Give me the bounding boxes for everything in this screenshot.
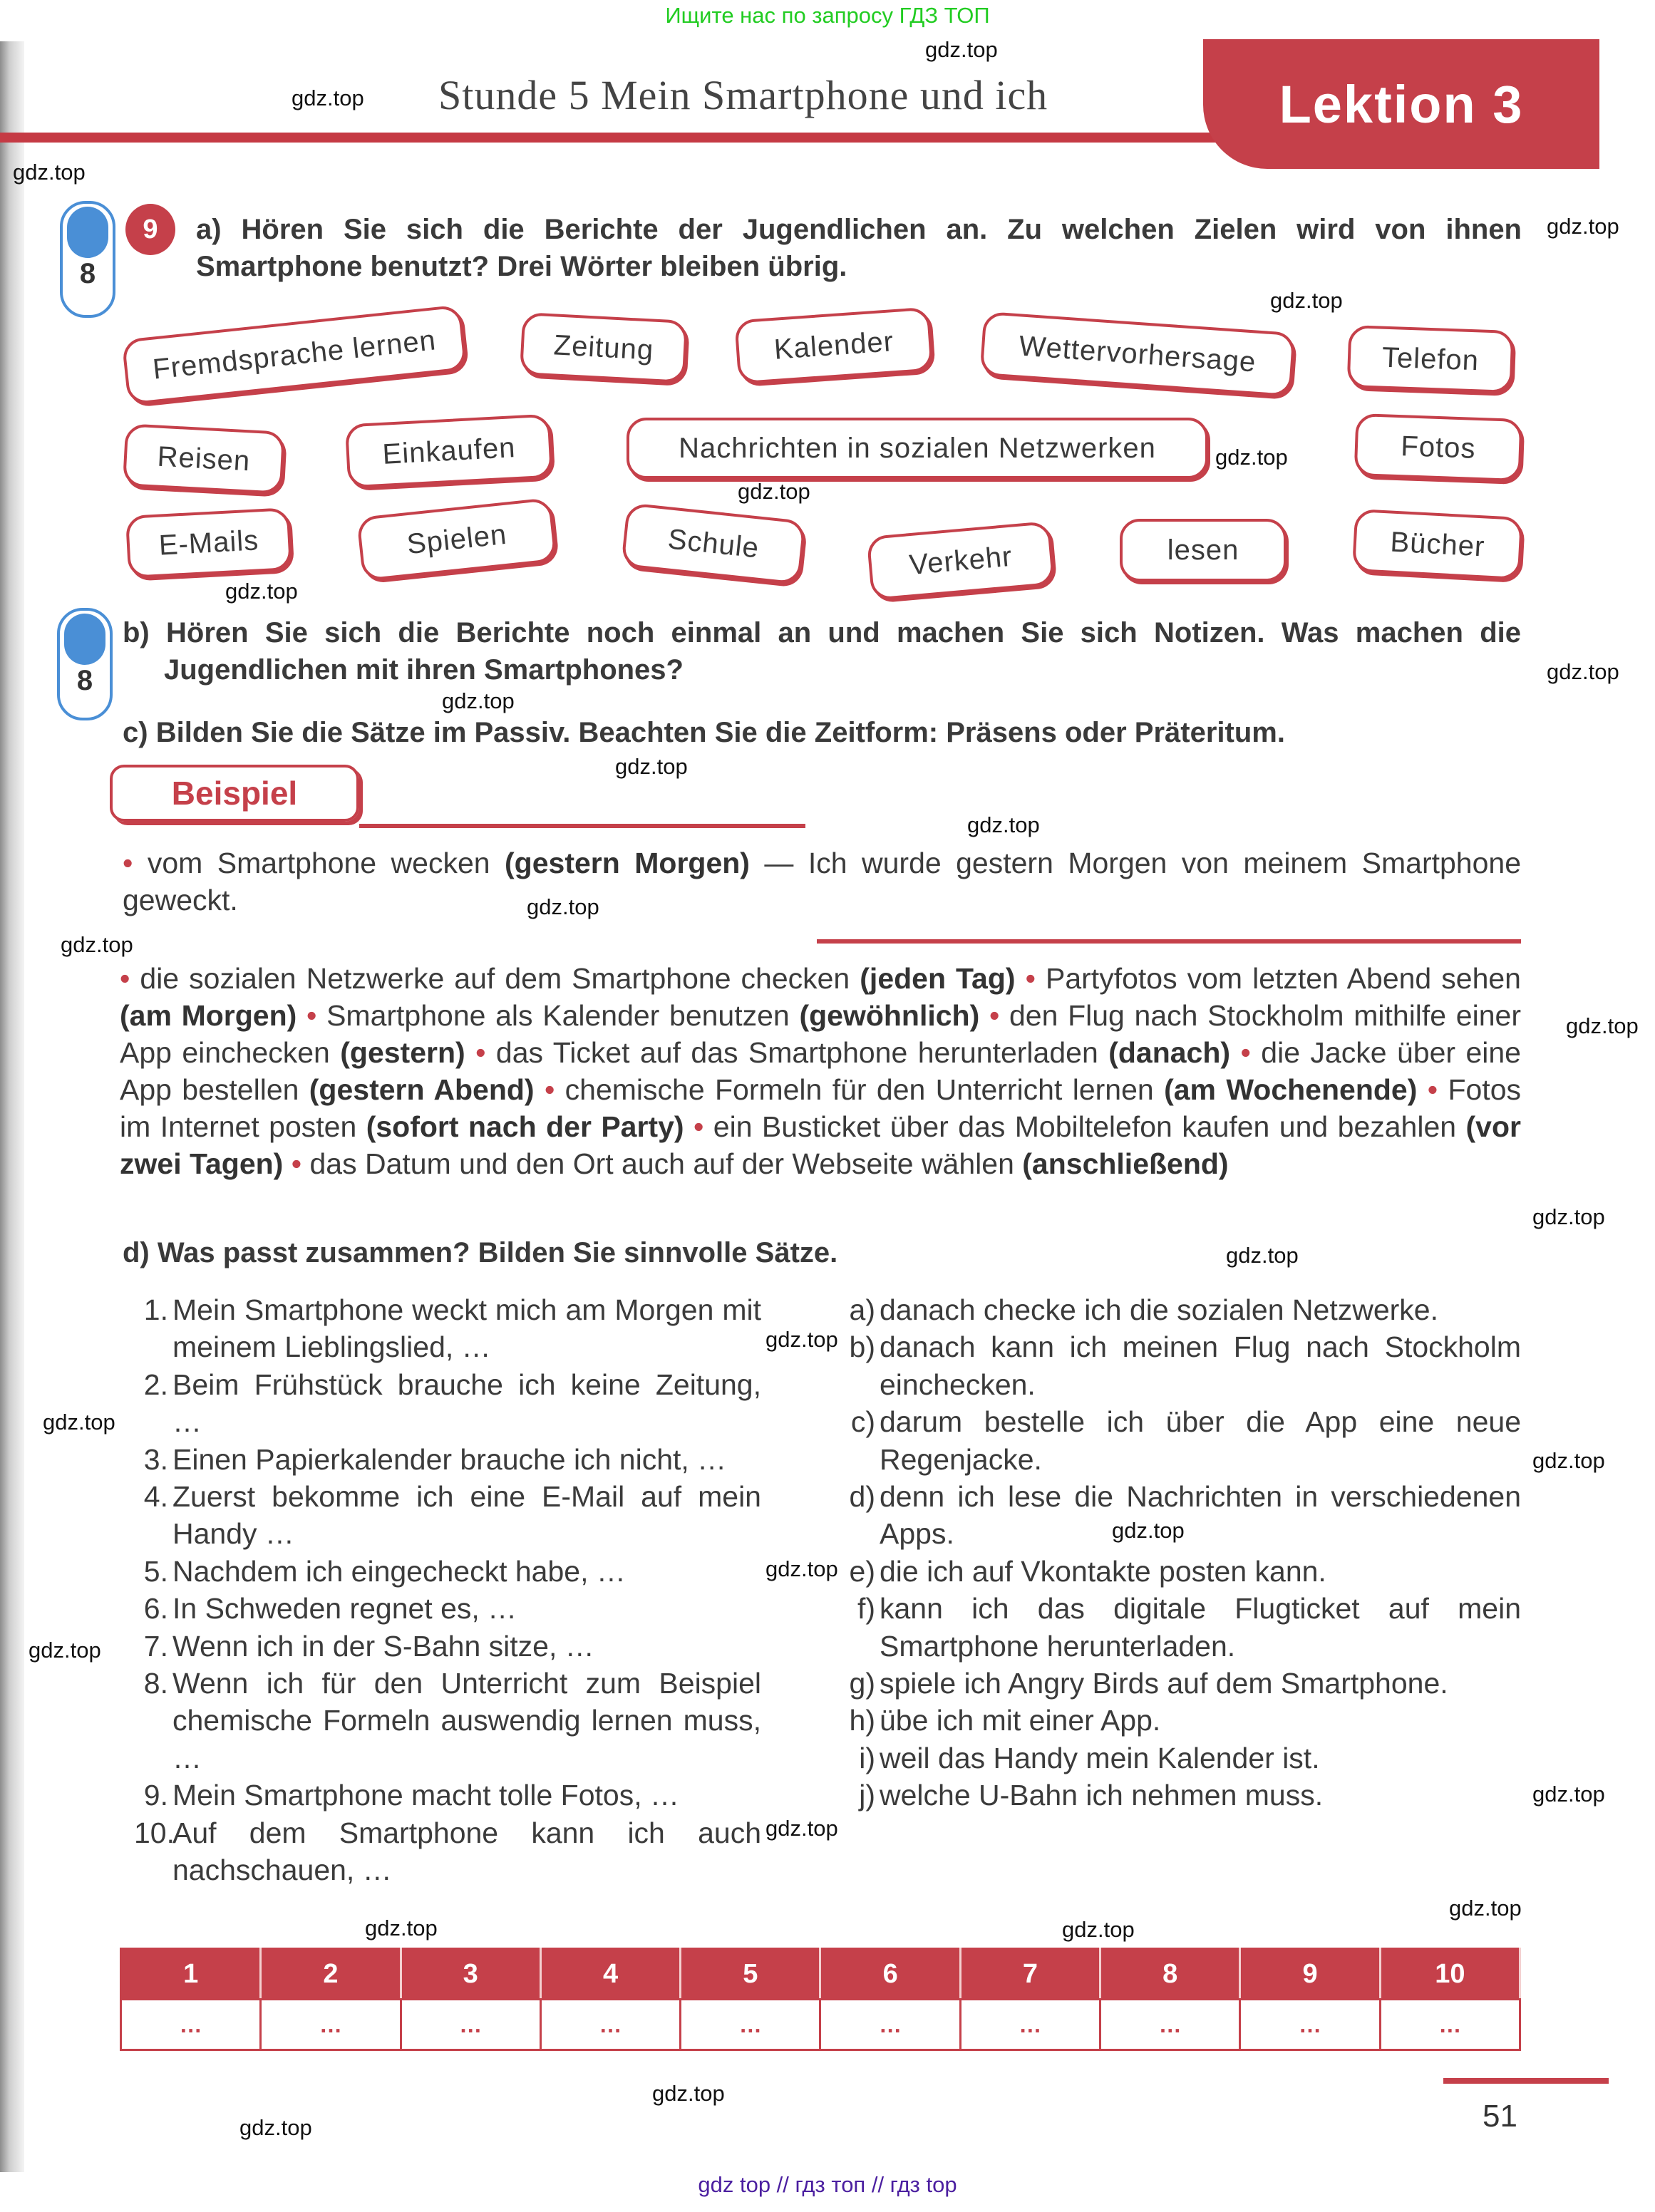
task-a-label: a) bbox=[196, 214, 222, 245]
time-phrase: (gestern Morgen) bbox=[505, 847, 750, 879]
answer-column-number: 3 bbox=[401, 1949, 540, 2000]
watermark: gdz.top bbox=[292, 86, 364, 110]
bullet: • bbox=[123, 847, 133, 879]
item-number: d) bbox=[849, 1480, 875, 1514]
sentence-beginning-item bbox=[134, 1553, 761, 1590]
exercise-number: 9 bbox=[125, 204, 175, 255]
task-d bbox=[123, 1234, 1192, 1271]
item-number: 7. bbox=[143, 1629, 168, 1663]
sentence-ending-item bbox=[841, 1403, 1521, 1478]
sentence-beginning-item bbox=[134, 1441, 761, 1478]
bullet: • bbox=[306, 999, 327, 1032]
item-number: j) bbox=[859, 1779, 875, 1812]
audio-cd-icon bbox=[57, 608, 113, 720]
watermark: gdz.top bbox=[765, 1556, 838, 1581]
item-text: spiele ich Angry Birds auf dem Smartphone. bbox=[880, 1667, 1448, 1700]
watermark: gdz.top bbox=[1215, 445, 1288, 470]
word-pill: Nachrichten in sozialen Netzwerken bbox=[627, 418, 1208, 479]
time-phrase: (anschließend) bbox=[1022, 1147, 1229, 1180]
watermark: gdz.top bbox=[1449, 1896, 1522, 1921]
sentence-beginning-item bbox=[134, 1366, 761, 1441]
watermark: gdz.top bbox=[527, 894, 599, 919]
item-text: Auf dem Smartphone kann ich auch nachschauen, … bbox=[172, 1816, 761, 1887]
bullet: • bbox=[120, 962, 140, 995]
watermark: gdz.top bbox=[1226, 1243, 1299, 1268]
item-number: 5. bbox=[143, 1554, 168, 1588]
example-text: — Ich wurde gestern Morgen von meinem Smartphone geweckt. bbox=[123, 847, 1521, 916]
item-text: darum bestelle ich über die App eine neue Regenjacke. bbox=[880, 1405, 1521, 1476]
sentence-prompt: die sozialen Netzwerke auf dem Smartphone checken bbox=[140, 962, 860, 995]
answer-cell: … bbox=[1240, 2000, 1380, 2050]
word-pill: Einkaufen bbox=[345, 414, 553, 489]
item-text: danach checke ich die sozialen Netzwerke. bbox=[880, 1293, 1438, 1326]
time-phrase: (vor zwei Tagen) bbox=[120, 1110, 1521, 1180]
task-a-text: Hören Sie sich die Berichte der Jugendlichen an. Zu welchen Zielen wird von ihnen Smartphone benutzt? Drei Wörter bleiben übrig. bbox=[196, 214, 1522, 282]
sentence-beginning-item bbox=[134, 1590, 761, 1627]
word-pill: E-Mails bbox=[125, 507, 292, 579]
section-divider bbox=[817, 939, 1521, 944]
watermark: gdz.top bbox=[1566, 1013, 1639, 1038]
sentence-prompts bbox=[120, 960, 1521, 1182]
answer-cell: … bbox=[1380, 2000, 1520, 2050]
page-spine-shadow bbox=[0, 41, 24, 2172]
item-text: In Schweden regnet es, … bbox=[172, 1592, 517, 1626]
answer-column-number: 4 bbox=[540, 1949, 680, 2000]
item-number: c) bbox=[850, 1405, 875, 1439]
item-text: kann ich das digitale Flugticket auf mein Smartphone herunterladen. bbox=[880, 1592, 1521, 1663]
sentence-ending-item bbox=[841, 1553, 1521, 1590]
word-pill: Bücher bbox=[1352, 509, 1523, 580]
sentence-beginning-item bbox=[134, 1777, 761, 1814]
sentence-prompt: die Jacke über eine App bestellen bbox=[120, 1036, 1521, 1106]
watermark: gdz.top bbox=[1062, 1917, 1135, 1942]
task-c-label: c) bbox=[123, 717, 148, 748]
sentence-prompt: das Datum und den Ort auch auf der Webseite wählen bbox=[309, 1147, 1023, 1180]
sentence-endings bbox=[841, 1291, 1521, 1814]
time-phrase: (gestern) bbox=[340, 1036, 465, 1069]
sentence-prompt: das Ticket auf das Smartphone herunterladen bbox=[495, 1036, 1109, 1069]
task-b bbox=[123, 614, 1521, 688]
item-text: Wenn ich für den Unterricht zum Beispiel chemische Formeln auswendig lernen muss, … bbox=[172, 1667, 761, 1774]
word-pill: Fremdsprache lernen bbox=[122, 304, 468, 405]
example-text: vom Smartphone wecken bbox=[147, 847, 505, 879]
time-phrase: (gewöhnlich) bbox=[799, 999, 980, 1032]
watermark: gdz.top bbox=[1532, 1204, 1605, 1229]
bullet: • bbox=[544, 1073, 565, 1106]
item-number: e) bbox=[849, 1554, 875, 1588]
answer-cell: … bbox=[261, 2000, 401, 2050]
watermark: gdz.top bbox=[1547, 214, 1619, 239]
answer-cell: … bbox=[1100, 2000, 1240, 2050]
sentence-beginnings bbox=[134, 1291, 761, 1889]
task-a bbox=[196, 211, 1522, 285]
answer-column-number: 8 bbox=[1100, 1949, 1240, 2000]
item-number: 6. bbox=[143, 1592, 168, 1626]
word-pill: Spielen bbox=[356, 497, 557, 582]
answer-column-number: 7 bbox=[960, 1949, 1100, 2000]
item-text: weil das Handy mein Kalender ist. bbox=[880, 1741, 1320, 1774]
time-phrase: (am Morgen) bbox=[120, 999, 297, 1032]
item-text: Wenn ich in der S-Bahn sitze, … bbox=[172, 1629, 594, 1663]
word-pill: Verkehr bbox=[867, 521, 1056, 601]
answer-cell: … bbox=[960, 2000, 1100, 2050]
word-pill: Fotos bbox=[1354, 413, 1523, 482]
item-text: Mein Smartphone macht tolle Fotos, … bbox=[172, 1779, 679, 1812]
sentence-beginning-item bbox=[134, 1291, 761, 1366]
watermark: gdz.top bbox=[1547, 659, 1619, 684]
watermark: gdz.top bbox=[765, 1327, 838, 1352]
answer-table-header bbox=[121, 1949, 1520, 2000]
time-phrase: (am Wochenende) bbox=[1164, 1073, 1418, 1106]
sentence-beginning-item bbox=[134, 1628, 761, 1665]
bullet: • bbox=[475, 1036, 496, 1069]
watermark: gdz.top bbox=[1112, 1518, 1185, 1543]
item-number: 8. bbox=[143, 1667, 168, 1700]
bullet: • bbox=[1240, 1036, 1262, 1069]
item-text: Zuerst bekomme ich eine E-Mail auf mein Handy … bbox=[172, 1480, 761, 1551]
task-d-text: Was passt zusammen? Bilden Sie sinnvolle Sätze. bbox=[157, 1237, 838, 1268]
beispiel-label: Beispiel bbox=[110, 765, 359, 822]
item-number: 3. bbox=[143, 1442, 168, 1476]
task-c-text: Bilden Sie die Sätze im Passiv. Beachten Sie die Zeitform: Präsens oder Präteritum. bbox=[155, 717, 1285, 748]
word-pill: Kalender bbox=[734, 307, 934, 385]
task-b-text: Hören Sie sich die Berichte noch einmal an und machen Sie sich Notizen. Was machen die Jugendlichen mit ihren Smartphones? bbox=[164, 617, 1521, 686]
header-divider bbox=[0, 133, 1240, 143]
watermark: gdz.top bbox=[1270, 288, 1343, 313]
task-d-label: d) bbox=[123, 1237, 150, 1268]
item-text: denn ich lese die Nachrichten in verschiedenen Apps. bbox=[880, 1480, 1521, 1551]
item-number: g) bbox=[849, 1667, 875, 1700]
answer-column-number: 1 bbox=[121, 1949, 261, 2000]
sentence-beginning-item bbox=[134, 1478, 761, 1553]
sentence-ending-item bbox=[841, 1702, 1521, 1739]
watermark: gdz.top bbox=[615, 754, 688, 779]
answer-cell: … bbox=[540, 2000, 680, 2050]
bullet: • bbox=[291, 1147, 310, 1180]
headphones-icon bbox=[67, 207, 108, 258]
sentence-prompt: den Flug nach Stockholm mithilfe einer App einchecken bbox=[120, 999, 1521, 1069]
bullet: • bbox=[693, 1110, 713, 1143]
lesson-title: Stunde 5 Mein Smartphone und ich bbox=[438, 72, 1048, 118]
watermark: gdz.top bbox=[61, 932, 133, 957]
sentence-prompt: Smartphone als Kalender benutzen bbox=[326, 999, 800, 1032]
bullet: • bbox=[1427, 1073, 1448, 1106]
item-number: h) bbox=[849, 1704, 875, 1737]
sentence-prompt: Fotos im Internet posten bbox=[120, 1073, 1521, 1143]
watermark: gdz.top bbox=[738, 479, 810, 504]
answer-cell: … bbox=[401, 2000, 540, 2050]
beispiel-text bbox=[123, 847, 1521, 916]
search-hint-banner: Ищите нас по запросу ГДЗ ТОП bbox=[665, 3, 990, 28]
audio-cd-icon bbox=[60, 201, 115, 318]
item-text: Einen Papierkalender brauche ich nicht, … bbox=[172, 1442, 727, 1476]
task-b-label: b) bbox=[123, 617, 150, 648]
item-number: 2. bbox=[143, 1368, 168, 1401]
sentence-beginning-item bbox=[134, 1665, 761, 1777]
cd-track-number: 8 bbox=[76, 665, 93, 696]
time-phrase: (sofort nach der Party) bbox=[366, 1110, 684, 1143]
item-number: f) bbox=[857, 1592, 875, 1626]
sentence-ending-item bbox=[841, 1291, 1521, 1328]
item-text: Mein Smartphone weckt mich am Morgen mit meinem Lieblingslied, … bbox=[172, 1293, 761, 1364]
item-text: Nachdem ich eingecheckt habe, … bbox=[172, 1554, 626, 1588]
task-c bbox=[123, 714, 1521, 751]
answer-column-number: 9 bbox=[1240, 1949, 1380, 2000]
item-number: a) bbox=[849, 1293, 875, 1326]
headphones-icon bbox=[64, 614, 105, 665]
answer-table bbox=[120, 1948, 1521, 2051]
word-pill: Zeitung bbox=[520, 312, 688, 383]
watermark: gdz.top bbox=[1532, 1782, 1605, 1807]
item-number: b) bbox=[849, 1330, 875, 1364]
watermark: gdz.top bbox=[925, 37, 998, 62]
answer-table-row bbox=[121, 2000, 1520, 2050]
answer-column-number: 5 bbox=[681, 1949, 820, 2000]
sentence-ending-item bbox=[841, 1328, 1521, 1403]
page-number-rule bbox=[1443, 2078, 1609, 2084]
item-number: 9. bbox=[143, 1779, 168, 1812]
item-text: welche U-Bahn ich nehmen muss. bbox=[880, 1779, 1324, 1812]
time-phrase: (jeden Tag) bbox=[860, 962, 1016, 995]
watermark: gdz.top bbox=[967, 812, 1040, 837]
cd-track-number: 8 bbox=[79, 258, 96, 289]
item-text: die ich auf Vkontakte posten kann. bbox=[880, 1554, 1326, 1588]
watermark: gdz.top bbox=[442, 688, 515, 713]
sentence-prompt: Partyfotos vom letzten Abend sehen bbox=[1046, 962, 1521, 995]
watermark: gdz.top bbox=[652, 2081, 725, 2106]
beispiel-example bbox=[123, 844, 1521, 919]
sentence-ending-item bbox=[841, 1777, 1521, 1814]
watermark: gdz.top bbox=[365, 1916, 438, 1940]
item-text: übe ich mit einer App. bbox=[880, 1704, 1161, 1737]
time-phrase: (gestern Abend) bbox=[309, 1073, 535, 1106]
watermark: gdz.top bbox=[43, 1410, 115, 1435]
sentence-prompt: chemische Formeln für den Unterricht lernen bbox=[564, 1073, 1165, 1106]
sentence-ending-item bbox=[841, 1665, 1521, 1702]
sentence-prompt: ein Busticket über das Mobiltelefon kaufen und bezahlen bbox=[713, 1110, 1466, 1143]
time-phrase: (danach) bbox=[1108, 1036, 1231, 1069]
watermark: gdz.top bbox=[29, 1638, 101, 1663]
item-number: i) bbox=[859, 1741, 875, 1774]
answer-column-number: 6 bbox=[820, 1949, 960, 2000]
sentence-beginning-item bbox=[134, 1814, 761, 1889]
item-text: danach kann ich meinen Flug nach Stockholm einchecken. bbox=[880, 1330, 1521, 1401]
sentence-ending-item bbox=[841, 1740, 1521, 1777]
word-pill: Wettervorhersage bbox=[979, 311, 1295, 397]
lektion-badge: Lektion 3 bbox=[1203, 39, 1599, 169]
item-number: 10. bbox=[134, 1816, 175, 1849]
watermark: gdz.top bbox=[765, 1816, 838, 1841]
watermark: gdz.top bbox=[1532, 1448, 1605, 1473]
item-text: Beim Frühstück brauche ich keine Zeitung, … bbox=[172, 1368, 761, 1439]
answer-cell: … bbox=[121, 2000, 261, 2050]
bullet: • bbox=[989, 999, 1009, 1032]
bullet: • bbox=[1025, 962, 1046, 995]
answer-column-number: 2 bbox=[261, 1949, 401, 2000]
item-number: 4. bbox=[143, 1480, 168, 1514]
watermark: gdz.top bbox=[13, 160, 86, 185]
word-pill: Schule bbox=[621, 502, 806, 585]
sentence-ending-item bbox=[841, 1590, 1521, 1665]
beispiel-underline bbox=[359, 824, 805, 828]
item-number: 1. bbox=[143, 1293, 168, 1326]
page-number: 51 bbox=[1483, 2099, 1517, 2134]
word-pill: Telefon bbox=[1347, 325, 1515, 393]
word-pill: Reisen bbox=[123, 423, 285, 495]
footer-links: gdz top // гдз топ // гдз top bbox=[698, 2172, 957, 2197]
word-pill: lesen bbox=[1120, 519, 1287, 582]
answer-column-number: 10 bbox=[1380, 1949, 1520, 2000]
answer-cell: … bbox=[681, 2000, 820, 2050]
answer-cell: … bbox=[820, 2000, 960, 2050]
watermark: gdz.top bbox=[225, 579, 298, 604]
watermark: gdz.top bbox=[239, 2115, 312, 2140]
